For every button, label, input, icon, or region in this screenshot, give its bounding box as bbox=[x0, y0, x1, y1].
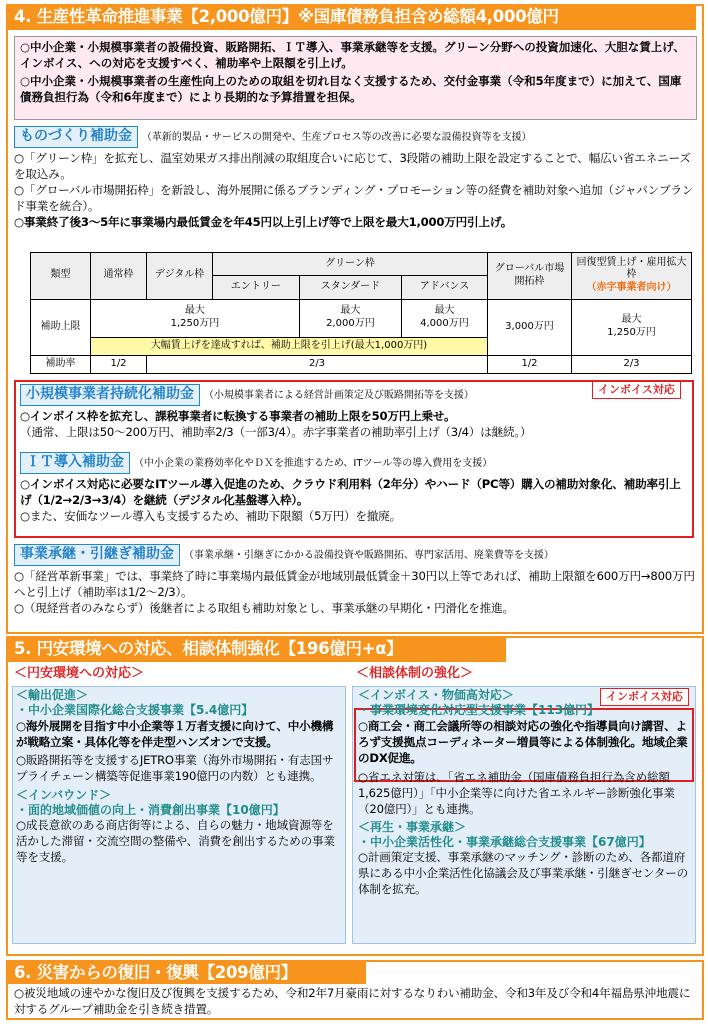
row-rate-label: 補助率 bbox=[31, 355, 91, 373]
row-limit-label: 補助上限 bbox=[31, 299, 91, 355]
intro-1: ○中小企業・小規模事業者の設備投資、販路開拓、ＩＴ導入、事業承継等を支援。グリーン分野への投資加速化、大胆な賃上げ、インボイス、への対応を支援すべく、補助率や上限額を引上げ。 bbox=[20, 40, 685, 71]
monozukuri-bullet-1: ○「グリーン枠」を拡充し、温室効果ガス排出削減の取組度合いに応じて、3段階の補助上限を設定することで、幅広い省エネニーズを取込み。 bbox=[14, 150, 691, 181]
invoice-tag-2: インボイス対応 bbox=[600, 688, 689, 706]
left-bullet-3: ○成長意欲のある商店街等による、自らの魅力・地域資源等を活かした滞留・交流空間の整備や、消費を創出するための事業等を支援。 bbox=[16, 818, 335, 865]
it-title: ＩＴ導入補助金 bbox=[20, 452, 130, 474]
th-kaiki-note: （赤字事業者向け） bbox=[586, 282, 677, 294]
section-6-bullet: ○被災地域の速やかな復旧及び復興を支援するため、令和2年7月豪雨に対するなりわい補助金、令和3年及び令和4年福島県沖地震に対するグループ補助金を引き続き措置。 bbox=[14, 986, 691, 1016]
cell-limit-std: 最大 2,000万円 bbox=[299, 299, 401, 337]
small-business-bullet-2: （通常、上限は50～200万円、補助率2/3（一部3/4）。赤字事業者の補助率引上げ（3/4）は継続。） bbox=[20, 424, 532, 439]
section-4-intro bbox=[14, 36, 697, 120]
it-desc: （中小企業の業務効率化やＤＸを推進するため、ITツール等の導入費用を支援） bbox=[133, 458, 493, 469]
succession-title: 事業承継・引継ぎ補助金 bbox=[14, 544, 180, 566]
it-bullet-2: ○また、安価なツール導入も支援するため、補助下限額（5万円）を撤廃。 bbox=[20, 508, 401, 523]
right-header: ＜相談体制の強化＞ bbox=[356, 666, 474, 681]
small-business-title: 小規模事業者持続化補助金 bbox=[20, 384, 200, 406]
th-standard: スタンダード bbox=[299, 276, 401, 299]
th-normal: 通常枠 bbox=[91, 253, 147, 300]
right-item-1: ・事業環境変化対応型支援事業【113億円】 bbox=[358, 703, 600, 718]
right-bullet-2: ○省エネ対策は、「省エネ補助金（国庫債務負担行為含め総額1,625億円）」「中小企業等に向けた省エネルギー診断強化事業（20億円）」とも連携。 bbox=[358, 769, 675, 816]
left-column-content bbox=[16, 688, 344, 866]
right-bullet-1: ○商工会・商工会議所等の相談対応の強化や指導員向け講習、よろず支援拠点コーディネーター増員等による体制強化。地域企業のDX促進。 bbox=[358, 718, 688, 765]
left-bullet-1: ○海外展開を目指す中小企業等１万者支援に向けて、中小機構が戦略立案・具体化等を伴走型ハンズオンで支援。 bbox=[16, 718, 334, 749]
monozukuri-bullet-2: ○「グローバル市場開拓枠」を新設し、海外展開に係るブランディング・プロモーション等の経費を補助対象へ追加（ジャパンブランド事業を統合）。 bbox=[14, 182, 694, 213]
monozukuri-desc: （革新的製品・サービスの開発や、生産プロセス等の改善に必要な設備投資等を支援） bbox=[141, 132, 532, 143]
section-6-title: 6. 災害からの復旧・復興【209億円】 bbox=[6, 960, 366, 984]
succession-block bbox=[14, 544, 697, 617]
right-column-content bbox=[358, 688, 692, 898]
cell-limit-glb: 3,000万円 bbox=[488, 299, 572, 355]
section-5-title: 5. 円安環境への対応、相談体制強化【196億円+α】 bbox=[6, 636, 506, 662]
right-item-2: ・中小企業活性化・事業承継総合支援事業【67億円】 bbox=[358, 834, 651, 849]
cell-rate-glb: 1/2 bbox=[488, 355, 572, 373]
cell-limit-kaiki: 最大 1,250万円 bbox=[572, 299, 692, 355]
cell-rate-mid: 2/3 bbox=[147, 355, 488, 373]
cell-limit-adv: 最大 4,000万円 bbox=[401, 299, 487, 337]
cell-raise-note: 大幅賃上げを達成すれば、補助上限を引上げ(最大1,000万円) bbox=[91, 337, 488, 355]
th-advance: アドバンス bbox=[401, 276, 487, 299]
intro-2: ○中小企業・小規模事業者の生産性向上のための取組を切れ目なく支援するため、交付金事業（令和5年度まで）に加えて、国庫債務負担行為（令和6年度まで）により長期的な予算措置を担保。 bbox=[20, 74, 682, 105]
small-business-bullet-1: ○インボイス枠を拡充し、課税事業者に転換する事業者の補助上限を50万円上乗せ。 bbox=[20, 408, 456, 423]
right-sub-2: ＜再生・事業承継＞ bbox=[358, 819, 467, 834]
th-green: グリーン枠 bbox=[213, 253, 488, 276]
monozukuri-bullet-3: ○事業終了後3～5年に事業場内最低賃金を年45円以上引上げ等で上限を最大1,000万円引上げ。 bbox=[14, 214, 513, 229]
invoice-tag-1: インボイス対応 bbox=[592, 381, 681, 399]
th-kaiki-label: 回復型賃上げ・雇用拡大枠 bbox=[576, 256, 687, 281]
th-entry: エントリー bbox=[213, 276, 300, 299]
left-sub-2: ＜インバウンド＞ bbox=[16, 787, 112, 802]
cell-rate-normal: 1/2 bbox=[91, 355, 147, 373]
small-business-block bbox=[20, 384, 690, 441]
subsidy-table bbox=[30, 252, 692, 374]
monozukuri-title: ものづくり補助金 bbox=[14, 126, 138, 148]
section-4-title: 4. 生産性革命推進事業【2,000億円】※国庫債務負担含め総額4,000億円 bbox=[6, 4, 696, 30]
left-item-1: ・中小企業国際化総合支援事業【5.4億円】 bbox=[16, 703, 254, 718]
th-type: 類型 bbox=[31, 253, 91, 300]
succession-desc: （事業承継・引継ぎにかかる設備投資や販路開拓、専門家活用、廃業費等を支援） bbox=[183, 550, 554, 561]
cell-limit-a: 最大 1,250万円 bbox=[91, 299, 300, 337]
left-bullet-2: ○販路開拓等を支援するJETRO事業（海外市場開拓・有志国サプライチェーン構築等促進事業190億円の内数）とも連携。 bbox=[16, 752, 334, 783]
th-global: グローバル市場開拓枠 bbox=[488, 253, 572, 300]
it-block bbox=[20, 452, 690, 525]
th-kaiki bbox=[572, 253, 692, 300]
right-sub-1: ＜インボイス・物価高対応＞ bbox=[358, 688, 514, 702]
succession-bullet-1: ○「経営革新事業」では、事業終了時に事業場内最低賃金が地域別最低賃金＋30円以上等であれば、補助上限額を600万円→800万円へと引上げ（補助率は1/2～2/3）。 bbox=[14, 568, 695, 599]
succession-bullet-2: ○（現経営者のみならず）後継者による取組も補助対象とし、事業承継の早期化・円滑化を推進。 bbox=[14, 600, 514, 615]
left-item-2: ・面的地域価値の向上・消費創出事業【10億円】 bbox=[16, 803, 285, 818]
left-sub-1: ＜輸出促進＞ bbox=[16, 688, 89, 702]
small-business-desc: （小規模事業者による経営計画策定及び販路開拓等を支援） bbox=[203, 390, 474, 401]
monozukuri-block bbox=[14, 126, 697, 231]
cell-rate-kaiki: 2/3 bbox=[572, 355, 692, 373]
right-bullet-3: ○計画策定支援、事業承継のマッチング・診断のため、各都道府県にある中小企業活性化協議会及び事業承継・引継ぎセンターの体制を拡充。 bbox=[358, 850, 688, 897]
it-bullet-1: ○インボイス対応に必要なITツール導入促進のため、クラウド利用料（2年分）やハード（PC等）購入の補助対象化、補助率引上げ（1/2→2/3→3/4）を継続（デジタル化基盤導入枠）。 bbox=[20, 476, 681, 507]
left-header: ＜円安環境への対応＞ bbox=[14, 666, 145, 681]
th-digital: デジタル枠 bbox=[147, 253, 213, 300]
